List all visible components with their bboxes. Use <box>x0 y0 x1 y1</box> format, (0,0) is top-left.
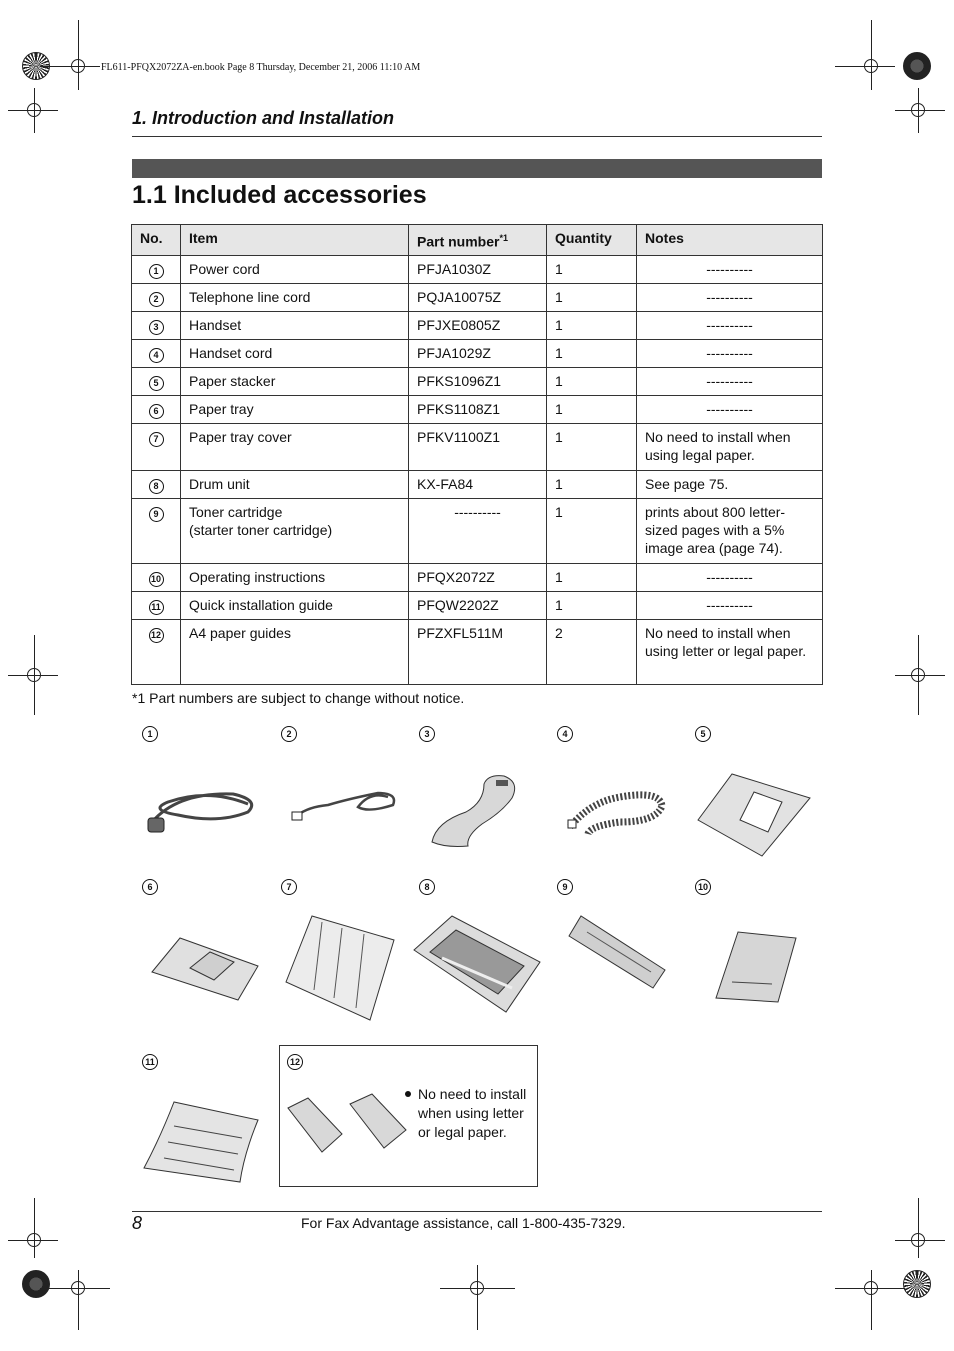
part-number-cell: PFKS1096Z1 <box>409 367 547 395</box>
part-number-cell: KX-FA84 <box>409 470 547 498</box>
registration-mark-icon <box>909 1231 927 1249</box>
registration-mark-icon <box>468 1279 486 1297</box>
row-number <box>132 367 181 395</box>
bullet-icon <box>405 1091 411 1097</box>
item-cell: Paper tray <box>181 395 409 423</box>
table-row <box>132 619 823 684</box>
item-cell: Telephone line cord <box>181 283 409 311</box>
a4-guides-note: No need to install when using letter or legal paper. <box>418 1085 528 1142</box>
table-row <box>132 255 823 283</box>
item-cell: Handset <box>181 311 409 339</box>
figure-number: 1 <box>142 726 158 742</box>
notes-cell: ---------- <box>637 563 823 591</box>
circled-number: 8 <box>149 479 164 494</box>
quick-installation-guide-illustration <box>140 1098 260 1184</box>
page-title: 1.1 Included accessories <box>132 181 427 209</box>
row-number <box>132 255 181 283</box>
col-qty-header: Quantity <box>547 225 637 256</box>
item-cell: Paper tray cover <box>181 423 409 470</box>
figure-number: 2 <box>281 726 297 742</box>
handset-cord-illustration <box>560 782 672 842</box>
figure-number: 12 <box>287 1054 303 1070</box>
circled-number: 4 <box>149 348 164 363</box>
row-number <box>132 311 181 339</box>
notes-cell: ---------- <box>637 395 823 423</box>
quantity-cell: 1 <box>547 283 637 311</box>
a4-paper-guides-illustration <box>284 1090 410 1160</box>
starburst-mark-icon <box>903 1270 931 1298</box>
page-number: 8 <box>132 1213 143 1233</box>
table-header-row <box>132 225 823 256</box>
part-number-cell: PFQW2202Z <box>409 591 547 619</box>
circled-number: 11 <box>149 600 164 615</box>
circled-number: 9 <box>149 507 164 522</box>
col-item-header: Item <box>181 225 409 256</box>
telephone-line-cord-illustration <box>288 785 403 825</box>
quantity-cell: 2 <box>547 619 637 684</box>
figure-number: 6 <box>142 879 158 895</box>
table-row <box>132 563 823 591</box>
item-cell: A4 paper guides <box>181 619 409 684</box>
paper-tray-illustration <box>150 932 260 1004</box>
row-number <box>132 563 181 591</box>
item-cell: Quick installation guide <box>181 591 409 619</box>
table-row <box>132 367 823 395</box>
figure-number: 5 <box>695 726 711 742</box>
accessories-table <box>131 224 823 685</box>
notes-cell: prints about 800 letter-sized pages with a 5% image area (page 74). <box>637 498 823 563</box>
circled-number: 7 <box>149 432 164 447</box>
table-row <box>132 339 823 367</box>
item-cell: Toner cartridge (starter toner cartridge) <box>181 498 409 563</box>
part-number-cell: PFQX2072Z <box>409 563 547 591</box>
figure-number: 7 <box>281 879 297 895</box>
notes-cell: ---------- <box>637 255 823 283</box>
registration-mark-icon <box>909 666 927 684</box>
figure-number: 11 <box>142 1054 158 1070</box>
paper-tray-cover-illustration <box>284 912 396 1024</box>
notes-cell: ---------- <box>637 367 823 395</box>
item-cell: Paper stacker <box>181 367 409 395</box>
starburst-mark-icon <box>22 1270 50 1298</box>
handset-illustration <box>426 772 522 852</box>
row-number <box>132 619 181 684</box>
registration-mark-icon <box>862 1279 880 1297</box>
table-row <box>132 470 823 498</box>
row-number <box>132 339 181 367</box>
item-cell: Drum unit <box>181 470 409 498</box>
quantity-cell: 1 <box>547 423 637 470</box>
drum-unit-illustration <box>412 912 542 1016</box>
registration-mark-icon <box>25 666 43 684</box>
header-rule <box>132 136 822 137</box>
figure-number: 8 <box>419 879 435 895</box>
part-number-cell: PFKV1100Z1 <box>409 423 547 470</box>
notes-cell: See page 75. <box>637 470 823 498</box>
figure-number: 4 <box>557 726 573 742</box>
part-number-cell: PFJA1029Z <box>409 339 547 367</box>
quantity-cell: 1 <box>547 563 637 591</box>
notes-cell: ---------- <box>637 283 823 311</box>
quantity-cell: 1 <box>547 395 637 423</box>
notes-cell: ---------- <box>637 339 823 367</box>
item-cell: Handset cord <box>181 339 409 367</box>
col-notes-header: Notes <box>637 225 823 256</box>
section-heading: 1. Introduction and Installation <box>132 108 395 128</box>
part-number-cell: PFKS1108Z1 <box>409 395 547 423</box>
circled-number: 3 <box>149 320 164 335</box>
part-number-cell: PFZXFL511M <box>409 619 547 684</box>
part-number-cell: PFJXE0805Z <box>409 311 547 339</box>
figure-number: 3 <box>419 726 435 742</box>
starburst-mark-icon <box>903 52 931 80</box>
table-row <box>132 283 823 311</box>
row-number <box>132 395 181 423</box>
registration-mark-icon <box>25 101 43 119</box>
registration-mark-icon <box>69 1279 87 1297</box>
item-cell: Power cord <box>181 255 409 283</box>
table-row <box>132 395 823 423</box>
footnote: *1 Part numbers are subject to change without notice. <box>132 690 465 706</box>
registration-mark-icon <box>25 1231 43 1249</box>
table-row <box>132 423 823 470</box>
registration-mark-icon <box>69 57 87 75</box>
row-number <box>132 591 181 619</box>
row-number <box>132 423 181 470</box>
operating-instructions-illustration <box>712 928 798 1004</box>
part-number-cell: PQJA10075Z <box>409 283 547 311</box>
registration-mark-icon <box>862 57 880 75</box>
circled-number: 1 <box>149 264 164 279</box>
assistance-text: For Fax Advantage assistance, call 1-800-435-7329. <box>301 1215 626 1231</box>
registration-mark-icon <box>909 101 927 119</box>
figure-number: 9 <box>557 879 573 895</box>
toner-cartridge-illustration <box>567 912 667 992</box>
power-cord-illustration <box>138 782 262 842</box>
circled-number: 10 <box>149 572 164 587</box>
row-number <box>132 498 181 563</box>
row-number <box>132 283 181 311</box>
part-number-cell: ---------- <box>409 498 547 563</box>
col-part-header: Part number$^{*1}$ <box>409 225 547 256</box>
quantity-cell: 1 <box>547 339 637 367</box>
notes-cell: ---------- <box>637 311 823 339</box>
notes-cell: No need to install when using legal paper. <box>637 423 823 470</box>
quantity-cell: 1 <box>547 591 637 619</box>
footer-rule <box>132 1211 822 1212</box>
quantity-cell: 1 <box>547 498 637 563</box>
col-no-header: No. <box>132 225 181 256</box>
quantity-cell: 1 <box>547 470 637 498</box>
row-number <box>132 470 181 498</box>
paper-stacker-illustration <box>692 770 812 860</box>
table-row <box>132 311 823 339</box>
notes-cell: ---------- <box>637 591 823 619</box>
table-row <box>132 498 823 563</box>
notes-cell: No need to install when using letter or legal paper. <box>637 619 823 684</box>
circled-number: 12 <box>149 628 164 643</box>
title-bar <box>132 159 822 178</box>
figure-number: 10 <box>695 879 711 895</box>
book-info-line: FL611-PFQX2072ZA-en.book Page 8 Thursday, December 21, 2006 11:10 AM <box>101 62 421 73</box>
quantity-cell: 1 <box>547 367 637 395</box>
part-number-cell: PFJA1030Z <box>409 255 547 283</box>
quantity-cell: 1 <box>547 311 637 339</box>
table-row <box>132 591 823 619</box>
item-cell: Operating instructions <box>181 563 409 591</box>
circled-number: 5 <box>149 376 164 391</box>
circled-number: 6 <box>149 404 164 419</box>
quantity-cell: 1 <box>547 255 637 283</box>
circled-number: 2 <box>149 292 164 307</box>
